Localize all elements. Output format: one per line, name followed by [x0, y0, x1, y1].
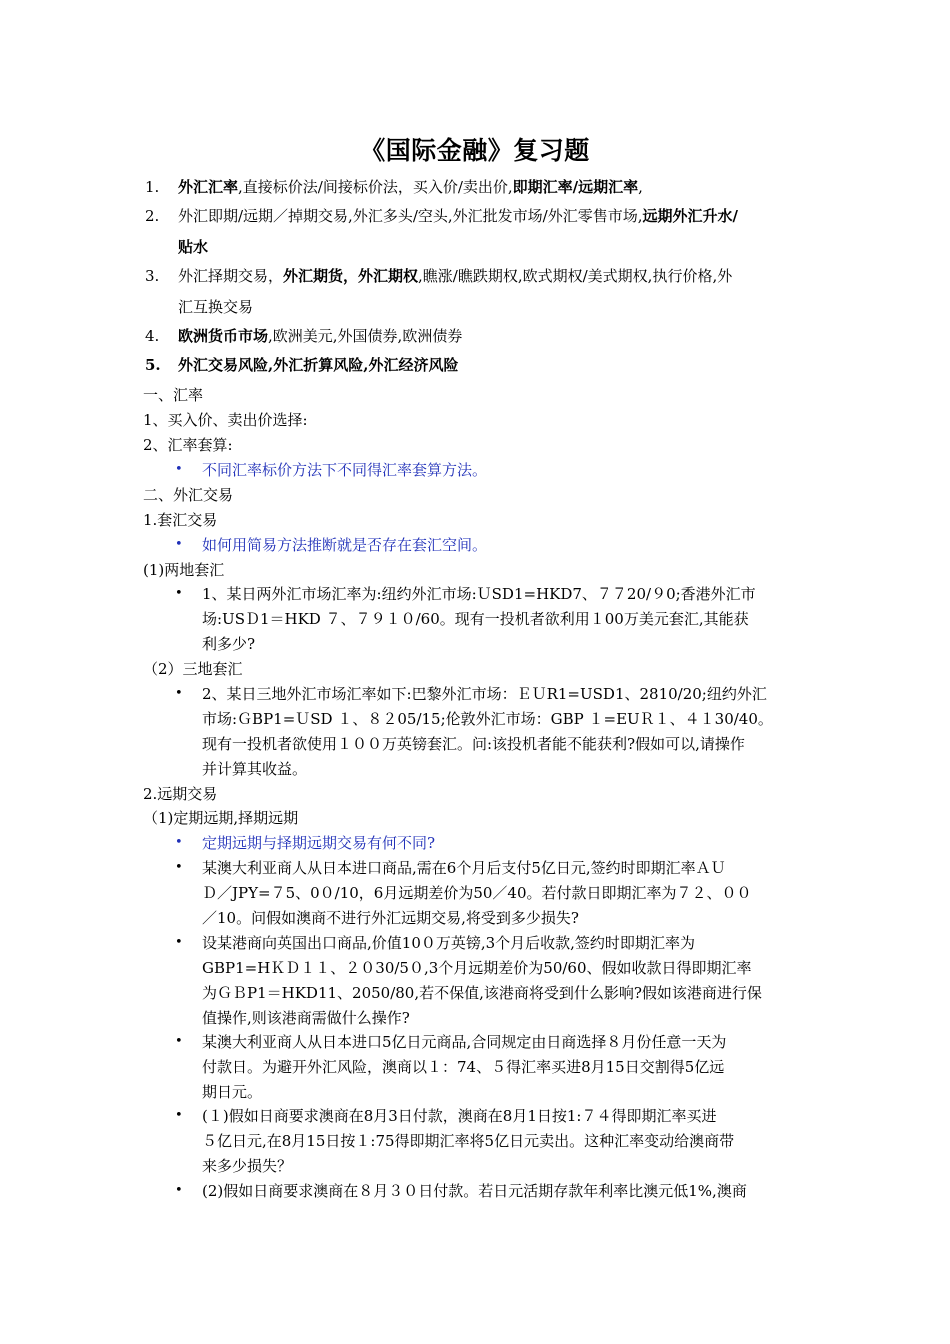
item-text	[178, 177, 643, 197]
text-segment: 汇互换交易	[178, 298, 254, 316]
question-text: ５亿日元,在8月15日按１:75得即期汇率将5亿日元卖出。这种汇率变动给澳商带	[202, 1132, 735, 1150]
item-text	[178, 297, 253, 317]
bold-term: 外汇交易风险,外汇折算风险,外汇经济风险	[178, 356, 459, 374]
document-page: 《国际金融》复习题 1. 外汇汇率,直接标价法/间接标价法，买入价/卖出价,即期汇率/远期汇率, 2. 外汇即期/远期／掉期交易,外汇多头/空头,外汇批发市场/外汇零售市场,远期外汇升水/ 贴水 3. 外汇择期交易，外汇期货，外汇期权,瞧涨/瞧跌期权,欧式期权/美式期权,执行价格,外 汇互换交易 4. 欧洲货币市场,欧洲美元,外国债券,欧洲债券 5. 外汇交易风险,外汇折算风险,外汇经济风险 一、汇率 1、买入价、卖出价选择: 2、汇率套算: • 不同汇率标价方法下不同得汇率套算方法。 二、外汇交易 1.套汇交易 • 如何用简易方法推断就是否存在套汇空间。 (1)两地套汇 • 1、某日两外汇市场汇率为:纽约外汇市场:ＵSD1=HKD7、７７20/９0;香港外汇市 场:USＤ1＝HKD ７、７９１０/60。现有一投机者欲利用１00万美元套汇,其能获 利多少? （2）三地套汇 • 2、某日三地外汇市场汇率如下:巴黎外汇市场：ＥＵR1=USD1、2810/20;纽约外汇 市场:ＧBP1=ＵSD １、８２05/15;伦敦外汇市场：GBP １=EUＲ１、４１30/40。 现有一投机者欲使用１００万英镑套汇。问:该投机者能不能获利?假如可以,请操作 并计算其收益。 2.远期交易 （1)定期远期,择期远期 • 定期远期与择期远期交易有何不同? • 某澳大利亚商人从日本进口商品,需在6个月后支付5亿日元,签约时即期汇率ＡＵ Ｄ／JPY=７5、0０/10，6月远期差价为50／40。若付款日即期汇率为７２、００ ／10。问假如澳商不进行外汇远期交易,将受到多少损失? • 设某港商向英国出口商品,价值10０万英镑,3个月后收款,签约时即期汇率为 GBP1=HＫＤ１１、２０30/5０,3个月远期差价为50/60、假如收款日得即期汇率 为ＧＢP1＝HKD11、2050/80,若不保值,该港商将受到什么影响?假如该港商进行保 值操作,则该港商需做什么操作? • 某澳大利亚商人从日本进口5亿日元商品,合同规定由日商选择８月份任意一天为 付款日。为避开外汇风险，澳商以１：74、５得汇率买进8月15日交割得5亿远 期日元。 • (１)假如日商要求澳商在8月3日付款，澳商在8月1日按1:７４得即期汇率买进 ５亿日元,在8月15日按１:75得即期汇率将5亿日元卖出。这种汇率变动给澳商带 来多少损失？ • (2)假如日商要求澳商在８月３０日付款。若日元活期存款年利率比澳元低1%,澳商	[0, 0, 950, 1344]
question-text: 并计算其收益。	[202, 760, 308, 778]
item-text	[178, 206, 738, 226]
question-text: Ｄ／JPY=７5、0０/10，6月远期差价为50／40。若付款日即期汇率为７２、００	[202, 884, 752, 902]
bullet-icon: •	[175, 1034, 183, 1049]
document-title: 《国际金融》复习题	[360, 136, 590, 165]
question-text: (2)假如日商要求澳商在８月３０日付款。若日元活期存款年利率比澳元低1%,澳商	[202, 1182, 747, 1200]
bullet-icon: •	[175, 835, 183, 850]
item-number: 3.	[145, 267, 160, 285]
bullet-icon: •	[175, 586, 183, 601]
text-segment: 外汇即期/远期／掉期交易,外汇多头/空头,外汇批发市场/外汇零售市场,	[178, 207, 643, 225]
bold-term: 远期外汇升水/	[642, 207, 738, 225]
item-number: 1.	[145, 178, 160, 196]
bullet-icon: •	[175, 860, 183, 875]
item-number: 5.	[145, 356, 161, 374]
item-text	[178, 355, 458, 375]
bullet-icon: •	[175, 537, 183, 552]
question-text: 场:USＤ1＝HKD ７、７９１０/60。现有一投机者欲利用１00万美元套汇,其能获	[202, 610, 749, 628]
question-text: 1、某日两外汇市场汇率为:纽约外汇市场:ＵSD1=HKD7、７７20/９0;香港外汇市	[202, 585, 756, 603]
item-number: 4.	[145, 327, 160, 345]
bullet-icon: •	[175, 462, 183, 477]
text-segment: ,瞧涨/瞧跌期权,欧式期权/美式期权,执行价格,外	[418, 267, 733, 285]
question-text: 设某港商向英国出口商品,价值10０万英镑,3个月后收款,签约时即期汇率为	[202, 934, 695, 952]
bullet-icon: •	[175, 1183, 183, 1198]
question-text: 现有一投机者欲使用１００万英镑套汇。问:该投机者能不能获利?假如可以,请操作	[202, 735, 745, 753]
question-text: 值操作,则该港商需做什么操作?	[202, 1009, 410, 1027]
item-text	[178, 326, 462, 346]
question-text: 来多少损失？	[202, 1157, 293, 1175]
question-text: 利多少?	[202, 635, 256, 653]
bold-term: 贴水	[178, 238, 209, 256]
text-segment: 外汇择期交易，	[178, 267, 284, 285]
text-segment: ,直接标价法/间接标价法，买入价/卖出价,	[238, 178, 513, 196]
question-text: 为ＧＢP1＝HKD11、2050/80,若不保值,该港商将受到什么影响?假如该港商进行保	[202, 984, 762, 1002]
item-number: 2.	[145, 207, 160, 225]
question-text: GBP1=HＫＤ１１、２０30/5０,3个月远期差价为50/60、假如收款日得即期汇率	[202, 959, 752, 977]
bullet-icon: •	[175, 1108, 183, 1123]
question-text: 付款日。为避开外汇风险，澳商以１：74、５得汇率买进8月15日交割得5亿远	[202, 1058, 725, 1076]
question-text: 某澳大利亚商人从日本进口5亿日元商品,合同规定由日商选择８月份任意一天为	[202, 1033, 727, 1051]
question-text: 期日元。	[202, 1083, 263, 1101]
bold-term: 外汇汇率	[178, 178, 239, 196]
question-text: 某澳大利亚商人从日本进口商品,需在6个月后支付5亿日元,签约时即期汇率ＡＵ	[202, 859, 726, 877]
question-text: 2、某日三地外汇市场汇率如下:巴黎外汇市场：ＥＵR1=USD1、2810/20;纽约外汇	[202, 685, 767, 703]
bullet-icon: •	[175, 935, 183, 950]
bullet-icon: •	[175, 686, 183, 701]
text-segment: ,欧洲美元,外国债券,欧洲债券	[268, 327, 463, 345]
text-segment: ,	[638, 178, 643, 196]
question-text: ／10。问假如澳商不进行外汇远期交易,将受到多少损失?	[202, 909, 579, 927]
bold-term: 欧洲货币市场	[178, 327, 269, 345]
question-text: (１)假如日商要求澳商在8月3日付款，澳商在8月1日按1:７４得即期汇率买进	[202, 1107, 717, 1125]
bold-term: 外汇期货，外汇期权	[283, 267, 419, 285]
item-text	[178, 237, 208, 257]
item-text	[178, 266, 732, 286]
question-text: 市场:ＧBP1=ＵSD １、８２05/15;伦敦外汇市场：GBP １=EUＲ１、４１30/40。	[202, 710, 773, 728]
bold-term: 即期汇率/远期汇率	[512, 178, 639, 196]
